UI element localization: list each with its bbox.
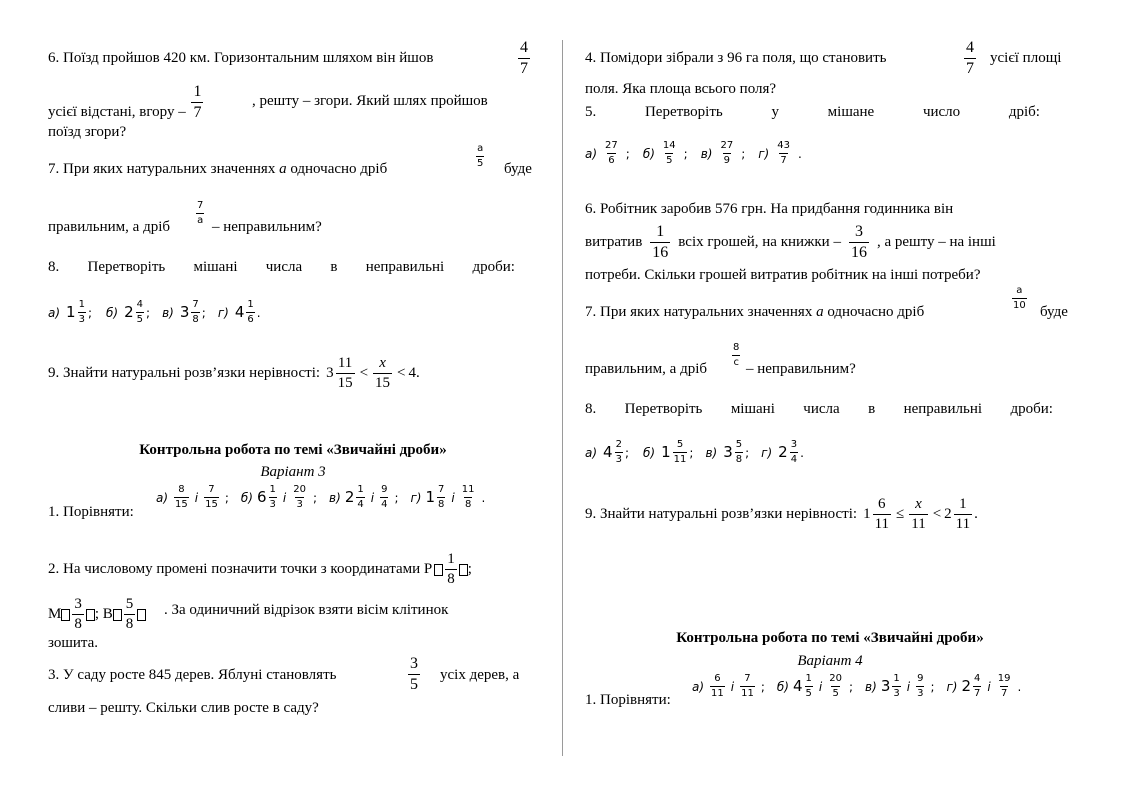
right-task4-line2: поля. Яка площа всього поля? bbox=[585, 81, 777, 97]
left-task6-line2b: , решту – згори. Який шлях пройшов bbox=[252, 93, 488, 109]
right-task7-line2: правильним, а дріб bbox=[585, 361, 708, 377]
left-task7-line2: правильним, а дріб bbox=[48, 219, 171, 235]
right-task6-line1: 6. Робітник заробив 576 грн. На придбання годинника він bbox=[585, 201, 954, 217]
v3-q3-line2: сливи – решту. Скільки слив росте в саду? bbox=[48, 700, 319, 716]
right-task4-line1a: 4. Помідори зібрали з 96 га поля, що становить bbox=[585, 50, 887, 66]
left-task8-line1: 8. Перетворіть мішані числа в неправильні дроби: bbox=[48, 259, 515, 275]
right-task7-line1: 7. При яких натуральних значеннях a одночасно дріб bbox=[585, 304, 925, 320]
v3-q1-options: а) $\frac{8}{15}$ і $\frac{7}{15}$ ; б) 6 $\frac{1}{3}$ і $\frac{20}{3}$ ; в) 2 $\frac{1}{4}$ і $\frac{9}{4}$ ; г) 1 $\frac{7}{8}$ і $\frac{11}{8}$ . bbox=[156, 484, 486, 510]
fraction-4-7: $\frac{4}{7}$ bbox=[520, 39, 528, 77]
left-task7-bude: буде bbox=[504, 161, 532, 177]
left-task7-line1: 7. При яких натуральних значеннях a одночасно дріб bbox=[48, 161, 388, 177]
v3-q3-line1a: 3. У саду росте 845 дерев. Яблуні становлять bbox=[48, 667, 337, 683]
fraction-1-7: $\frac{1}{7}$ bbox=[193, 83, 202, 121]
right-task6-line2: витратив $\frac{1}{16}$ всіх грошей, на книжки – $\frac{3}{16}$ , а решту – на інші bbox=[585, 223, 996, 261]
right-task8-options: а) 4 $\frac{2}{3}$ ; б) 1 $\frac{5}{11}$ ; в) 3 $\frac{5}{8}$ ; г) 2 $\frac{3}{4}$ . bbox=[585, 439, 804, 465]
left-task6-line2: усієї відстані, вгору – $\frac{1}{7}$ bbox=[48, 83, 202, 121]
right-task9: 9. Знайти натуральні розв’язки нерівності: 1 $\frac{6}{11}$ ≤ $\frac{x}{11}$ < 2 $\frac{1}{11}$ . bbox=[585, 496, 978, 532]
v3-q1-label: 1. Порівняти: bbox=[48, 504, 134, 520]
variant3-subtitle: Варіант 3 bbox=[260, 464, 326, 480]
left-task7-line2b: – неправильним? bbox=[212, 219, 322, 235]
left-task8-options: а) 1 $\frac{1}{3}$ ; б) 2 $\frac{4}{5}$ ; в) 3 $\frac{7}{8}$ ; г) 4 $\frac{1}{6}$ . bbox=[48, 299, 261, 325]
right-task4-line1b: усієї площі bbox=[990, 50, 1062, 66]
left-task9: 9. Знайти натуральні розв’язки нерівності: 3 $\frac{11}{15}$ < $\frac{x}{15}$ < 4. bbox=[48, 355, 420, 391]
right-task7-line2b: – неправильним? bbox=[746, 361, 856, 377]
variant3-title: Контрольна робота по темі «Звичайні дроби» bbox=[139, 442, 447, 458]
variant4-title: Контрольна робота по темі «Звичайні дроби» bbox=[676, 630, 984, 646]
right-task8-line1: 8. Перетворіть мішані числа в неправильні дроби: bbox=[585, 401, 1053, 417]
column-divider bbox=[562, 40, 563, 756]
variant4-subtitle: Варіант 4 bbox=[797, 653, 863, 669]
fraction-7-a: $\frac{7}{a}$ bbox=[197, 200, 204, 226]
fraction-a-10: $\frac{a}{10}$ bbox=[1013, 285, 1026, 311]
fraction-4-7-right: $\frac{4}{7}$ bbox=[966, 39, 974, 77]
fraction-a-5: $\frac{a}{5}$ bbox=[477, 143, 484, 169]
right-task5-line1: 5. Перетворіть у мішане число дріб: bbox=[585, 104, 1040, 120]
v3-q2-line1: 2. На числовому промені позначити точки з координатами P $\frac{1}{8}$ ; bbox=[48, 551, 472, 587]
right-task5-options: а) $\frac{27}{6}$ ; б) $\frac{14}{5}$ ; в) $\frac{27}{9}$ ; г) $\frac{43}{7}$ . bbox=[585, 140, 802, 166]
fraction-8-c: $\frac{8}{c}$ bbox=[733, 342, 740, 368]
v4-q1-options: а) $\frac{6}{11}$ і $\frac{7}{11}$ ; б) 4 $\frac{1}{5}$ і $\frac{20}{5}$ ; в) 3 $\frac{1}{3}$ і $\frac{9}{3}$ ; г) 2 $\frac{4}{7}$ і $\frac{19}{7}$ . bbox=[692, 673, 1022, 699]
right-task6-line3: потреби. Скільки грошей витратив робітник на інші потреби? bbox=[585, 267, 981, 283]
v3-q3-line1b: усіх дерев, а bbox=[440, 667, 520, 683]
left-task6-line3: поїзд згори? bbox=[48, 124, 127, 140]
v3-q2-line3: зошита. bbox=[48, 635, 99, 651]
fraction-3-5: $\frac{3}{5}$ bbox=[410, 655, 418, 693]
v3-q2-line2: M $\frac{3}{8}$ ; B $\frac{5}{8}$ bbox=[48, 597, 146, 632]
v3-q2-rest: . За одиничний відрізок взяти вісім клітинок bbox=[164, 602, 449, 618]
left-task6-line1: 6. Поїзд пройшов 420 км. Горизонтальним шляхом він йшов $\frac{4}{7}$ bbox=[48, 39, 528, 77]
right-task7-bude: буде bbox=[1040, 304, 1068, 320]
v4-q1-label: 1. Порівняти: bbox=[585, 692, 671, 708]
